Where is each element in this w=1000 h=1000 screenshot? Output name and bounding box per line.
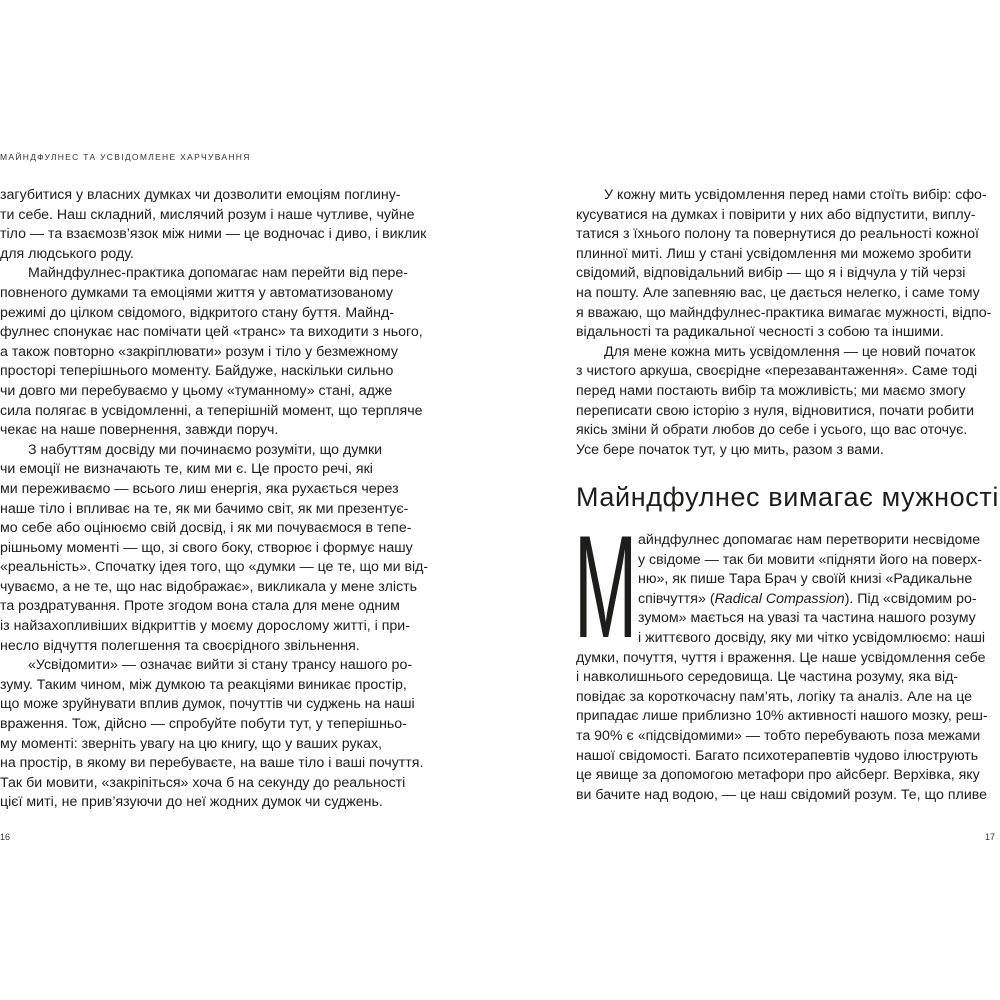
right-page-body-bottom xyxy=(576,649,996,806)
text-line: враження. Тож, дійсно — спробуйте побути тут, у теперішньо- xyxy=(0,716,407,733)
text-line: У кожну мить усвідомлення перед нами стоїть вибір: сфо- xyxy=(604,187,987,203)
text-line: чуваємо, а не те, що нас відображає», викликала у мене злість xyxy=(0,578,418,595)
text-line: тіло — та взаємозв’язок між ними — це водночас і диво, і виклик xyxy=(0,226,427,243)
text-line: Так би мовити, «закріпіться» хоча б на секунду до реальності xyxy=(0,774,406,791)
text-line: ти себе. Наш складний, мислячий розум і наше чутливе, чуйне xyxy=(0,206,415,223)
book-title: Radical Compassion xyxy=(714,590,845,607)
text-line: татися з їхнього полону та повернутися до реальності кожної xyxy=(576,226,979,243)
text-line: «Усвідомити» — означає вийти зі стану трансу нашого ро- xyxy=(28,657,413,674)
text-line: співчуття» (Radical Compassion). Під «свідомим ро- xyxy=(638,590,977,607)
text-line: якісь зміни й обрати любов до себе і усього, що вас оточує. xyxy=(576,422,968,439)
text-line: рішньому моменті — що, зі свого боку, створює і формує нашу xyxy=(0,539,413,556)
text-line: припадає лише приблизно 10% активності нашого мозку, реш- xyxy=(576,708,988,725)
text-line: та 90% є «підсвідомими» — тобто перебувають поза межами xyxy=(576,727,981,744)
text-line: кусуватися на думках і повірити у них або відпустити, виплу- xyxy=(576,206,976,223)
text-line: ню», як пише Тара Брач у своїй книзі «Радикальне xyxy=(638,571,973,588)
text-line: а також повторно «закріплювати» розум і тіло у безмежному xyxy=(0,343,398,360)
text-line: чекає на наше повернення, завжди поруч. xyxy=(0,422,279,439)
text-line: сила полягає в усвідомленні, а теперішній момент, що терпляче xyxy=(0,402,423,419)
right-page-body-top xyxy=(576,186,996,460)
text-line: наше тіло і впливає на те, як ми бачимо світ, як ми презентує- xyxy=(0,500,409,517)
text-line: повідає за короткочасну пам’ять, логіку та аналіз. Але на це xyxy=(576,688,973,705)
right-page-dropcap-lines xyxy=(638,531,998,649)
left-page-body xyxy=(0,186,432,813)
text-line: думки, почуття, чуття і враження. Це наше усвідомлення себе xyxy=(576,649,986,666)
text-line: фулнес спонукає нас помічати цей «транс» та виходити з нього, xyxy=(0,324,423,341)
text-line: несло відчуття полегшення та своєрідного звільнення. xyxy=(0,637,360,654)
text-line: для людського роду. xyxy=(0,245,134,262)
text-line: му моменті: зверніть увагу на цю книгу, що у ваших руках, xyxy=(0,735,382,752)
text-line: з чистого аркуша, своєрідне «перезавантаження». Саме тоді xyxy=(576,363,978,380)
text-line: айндфулнес допомагає нам перетворити несвідоме xyxy=(638,532,981,548)
text-line: зумом» мається на увазі та частина нашого розуму xyxy=(638,610,976,627)
text-line: режимі до цілком свідомого, відкритого стану буття. Майнд- xyxy=(0,304,394,321)
page-number-left: 16 xyxy=(0,832,11,842)
text-line: ми переживаємо — всього лиш енергія, яка рухається через xyxy=(0,480,399,497)
text-line: просторі теперішнього моменту. Байдуже, наскільки сильно xyxy=(0,363,394,380)
section-heading: Майндфулнес вимагає мужності xyxy=(576,482,999,512)
text-line: переписати свою історію з нуля, відновитися, почати робити xyxy=(576,402,975,419)
text-line: відальності та радикальної чесності з собою та іншими. xyxy=(576,324,944,341)
text-line: зуму. Таким чином, між думкою та реакціями виникає простір, xyxy=(0,676,407,693)
text-line: З набуттям досвіду ми починаємо розуміти, що думки xyxy=(28,441,383,458)
text-line: цієї миті, не прив’язуючи до неї жодних думок чи суджень. xyxy=(0,794,383,811)
text-line: Майндфулнес-практика допомагає нам перейти від пере- xyxy=(28,265,409,282)
text-line: у свідоме — так би мовити «підняти його на поверх- xyxy=(638,551,982,568)
text-line: Для мене кожна мить усвідомлення — це новий початок xyxy=(604,343,976,360)
text-line: нашої свідомості. Багато психотерапевтів чудово ілюструють xyxy=(576,747,979,764)
running-head: МАЙНДФУЛНЕС ТА УСВІДОМЛЕНЕ ХАРЧУВАННЯ xyxy=(0,152,251,162)
page-number-right: 17 xyxy=(985,832,996,842)
text-line: свідомий, відповідальний вибір — що я і відчула у тій черзі xyxy=(576,265,966,282)
text-line: Усе бере початок тут, у цю мить, разом з вами. xyxy=(576,441,884,458)
text-line: мо себе або оцінюємо свій досвід, і як ми почуваємося в тепе- xyxy=(0,520,412,537)
text-line: на пошту. Але запевняю вас, це дається нелегко, і саме тому xyxy=(576,284,980,301)
text-line: перед нами постають вибір та можливість; ми маємо змогу xyxy=(576,382,966,399)
text-line: ви бачите над водою, — це наш свідомий розум. Те, що пливе xyxy=(576,786,988,803)
text-line: і життєвого досвіду, яку ми чітко усвідомлюємо: наші xyxy=(638,629,986,646)
text-line: загубитися у власних думках чи дозволити емоціям поглину- xyxy=(0,187,401,203)
text-line: що може зруйнувати вплив думок, почуттів чи суджень на наші xyxy=(0,696,415,713)
text-line: це явище за допомогою метафори про айсберг. Верхівка, яку xyxy=(576,767,980,784)
text-line: та роздратування. Проте згодом вона стала для мене одним xyxy=(0,598,400,615)
text-line: із найзахопливіших відкриттів у моєму дорослому житті, і при- xyxy=(0,618,410,635)
text-line: і навколишнього середовища. Це частина розуму, яка від- xyxy=(576,669,959,686)
text-line: плинної миті. Лиш у стані усвідомлення ми можемо зробити xyxy=(576,245,972,262)
text-line: чи емоції не визначають те, ким ми є. Це просто речі, які xyxy=(0,461,373,478)
text-line: я вважаю, що майндфулнес-практика вимагає мужності, відпо- xyxy=(576,304,992,321)
drop-cap: М xyxy=(574,505,638,668)
text-line: чи довго ми перебуваємо у цьому «туманному» стані, адже xyxy=(0,382,393,399)
text-line: на простір, в якому ви перебуваєте, на ваше тіло і ваші почуття. xyxy=(0,755,424,772)
text-line: «реальність». Спочатку ідея того, що «думки — це те, що ми від- xyxy=(0,559,429,576)
text-line: повненого думками та емоціями життя у автоматизованому xyxy=(0,284,393,301)
